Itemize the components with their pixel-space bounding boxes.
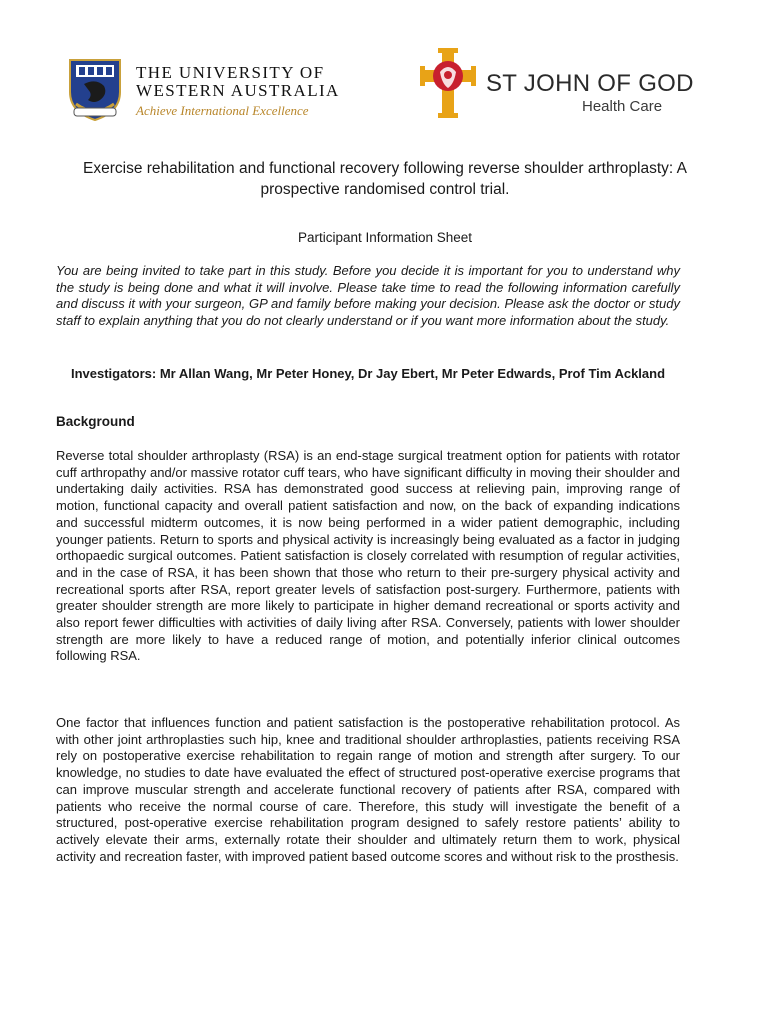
uwa-logo	[66, 54, 340, 126]
sjog-name: ST JOHN OF GOD	[486, 70, 694, 97]
sjog-subtitle: Health Care	[582, 98, 663, 115]
background-heading: Background	[56, 414, 135, 429]
uwa-tagline: Achieve International Excellence	[136, 103, 309, 118]
uwa-crest-icon	[66, 56, 124, 122]
sjog-cross-icon	[420, 48, 476, 118]
background-paragraph-2: One factor that influences function and patient satisfaction is the postoperative rehabilitation protocol. As with other joint arthroplasties such hip, knee and traditional shoulder arthroplasties, patients receiving RSA rely on postoperative exercise rehabilitation to regain range of motion and strength after surgery. To our knowledge, no studies to date have evaluated the effect of structured post-operative exercise programs that can improve muscular strength and accelerate functional recovery of patients after RSA, compared with patients who receive the normal course of care. Therefore, this study will investigate the benefit of a structured, post-operative exercise rehabilitation program designed to safely restore patients’ ability to actively elevate their arms, externally rotate their shoulder and ultimately return them to work, physical activity and recreation faster, with improved patient based outcome scores and without risk to the prosthesis.	[56, 715, 680, 864]
investigators: Investigators: Mr Allan Wang, Mr Peter Honey, Dr Jay Ebert, Mr Peter Edwards, Prof Tim Ackland	[70, 366, 666, 381]
document-title: Exercise rehabilitation and functional recovery following reverse shoulder arthroplasty: A prospective randomised control trial.	[83, 160, 687, 198]
uwa-name-line2: WESTERN AUSTRALIA	[136, 81, 340, 100]
background-paragraph-1: Reverse total shoulder arthroplasty (RSA) is an end-stage surgical treatment option for patients with rotator cuff arthropathy and/or massive rotator cuff tears, who have significant difficulty in moving their shoulder and undertaking daily activities. RSA has demonstrated good success at relieving pain, improving range of motion, functional capacity and overall patient satisfaction and now, on the back of expanding indications and successful midterm outcomes, it is now being performed in a wider patient demographic, including younger patients. Return to sports and physical activity is increasingly being evaluated as a factor in judging orthopaedic surgical outcomes. Patient satisfaction is closely correlated with resumption of regular activities, and in the case of RSA, it has been shown that those who return to their pre-surgery physical activity and recreational sports after RSA, report greater levels of satisfaction post-surgery. Furthermore, patients with greater shoulder strength are more likely to participate in higher demand recreational or sports activity and also report fewer difficulties with activities of daily living after RSA. Conversely, patients with lower shoulder strength are more likely to have a reduced range of motion, and potentially inferior clinical outcomes following RSA.	[56, 448, 680, 664]
sjog-logo	[420, 48, 694, 126]
document-subtitle: Participant Information Sheet	[297, 230, 473, 245]
intro-paragraph: You are being invited to take part in this study. Before you decide it is important for you to understand why the study is being done and what it will involve. Please take time to read the following information carefully and discuss it with your surgeon, GP and family before making your decision. Please ask the doctor or study staff to explain anything that you do not clearly understand or if you want more information about the study.	[56, 263, 680, 328]
uwa-name-line1: THE UNIVERSITY OF	[136, 63, 325, 82]
page-header	[0, 48, 770, 128]
